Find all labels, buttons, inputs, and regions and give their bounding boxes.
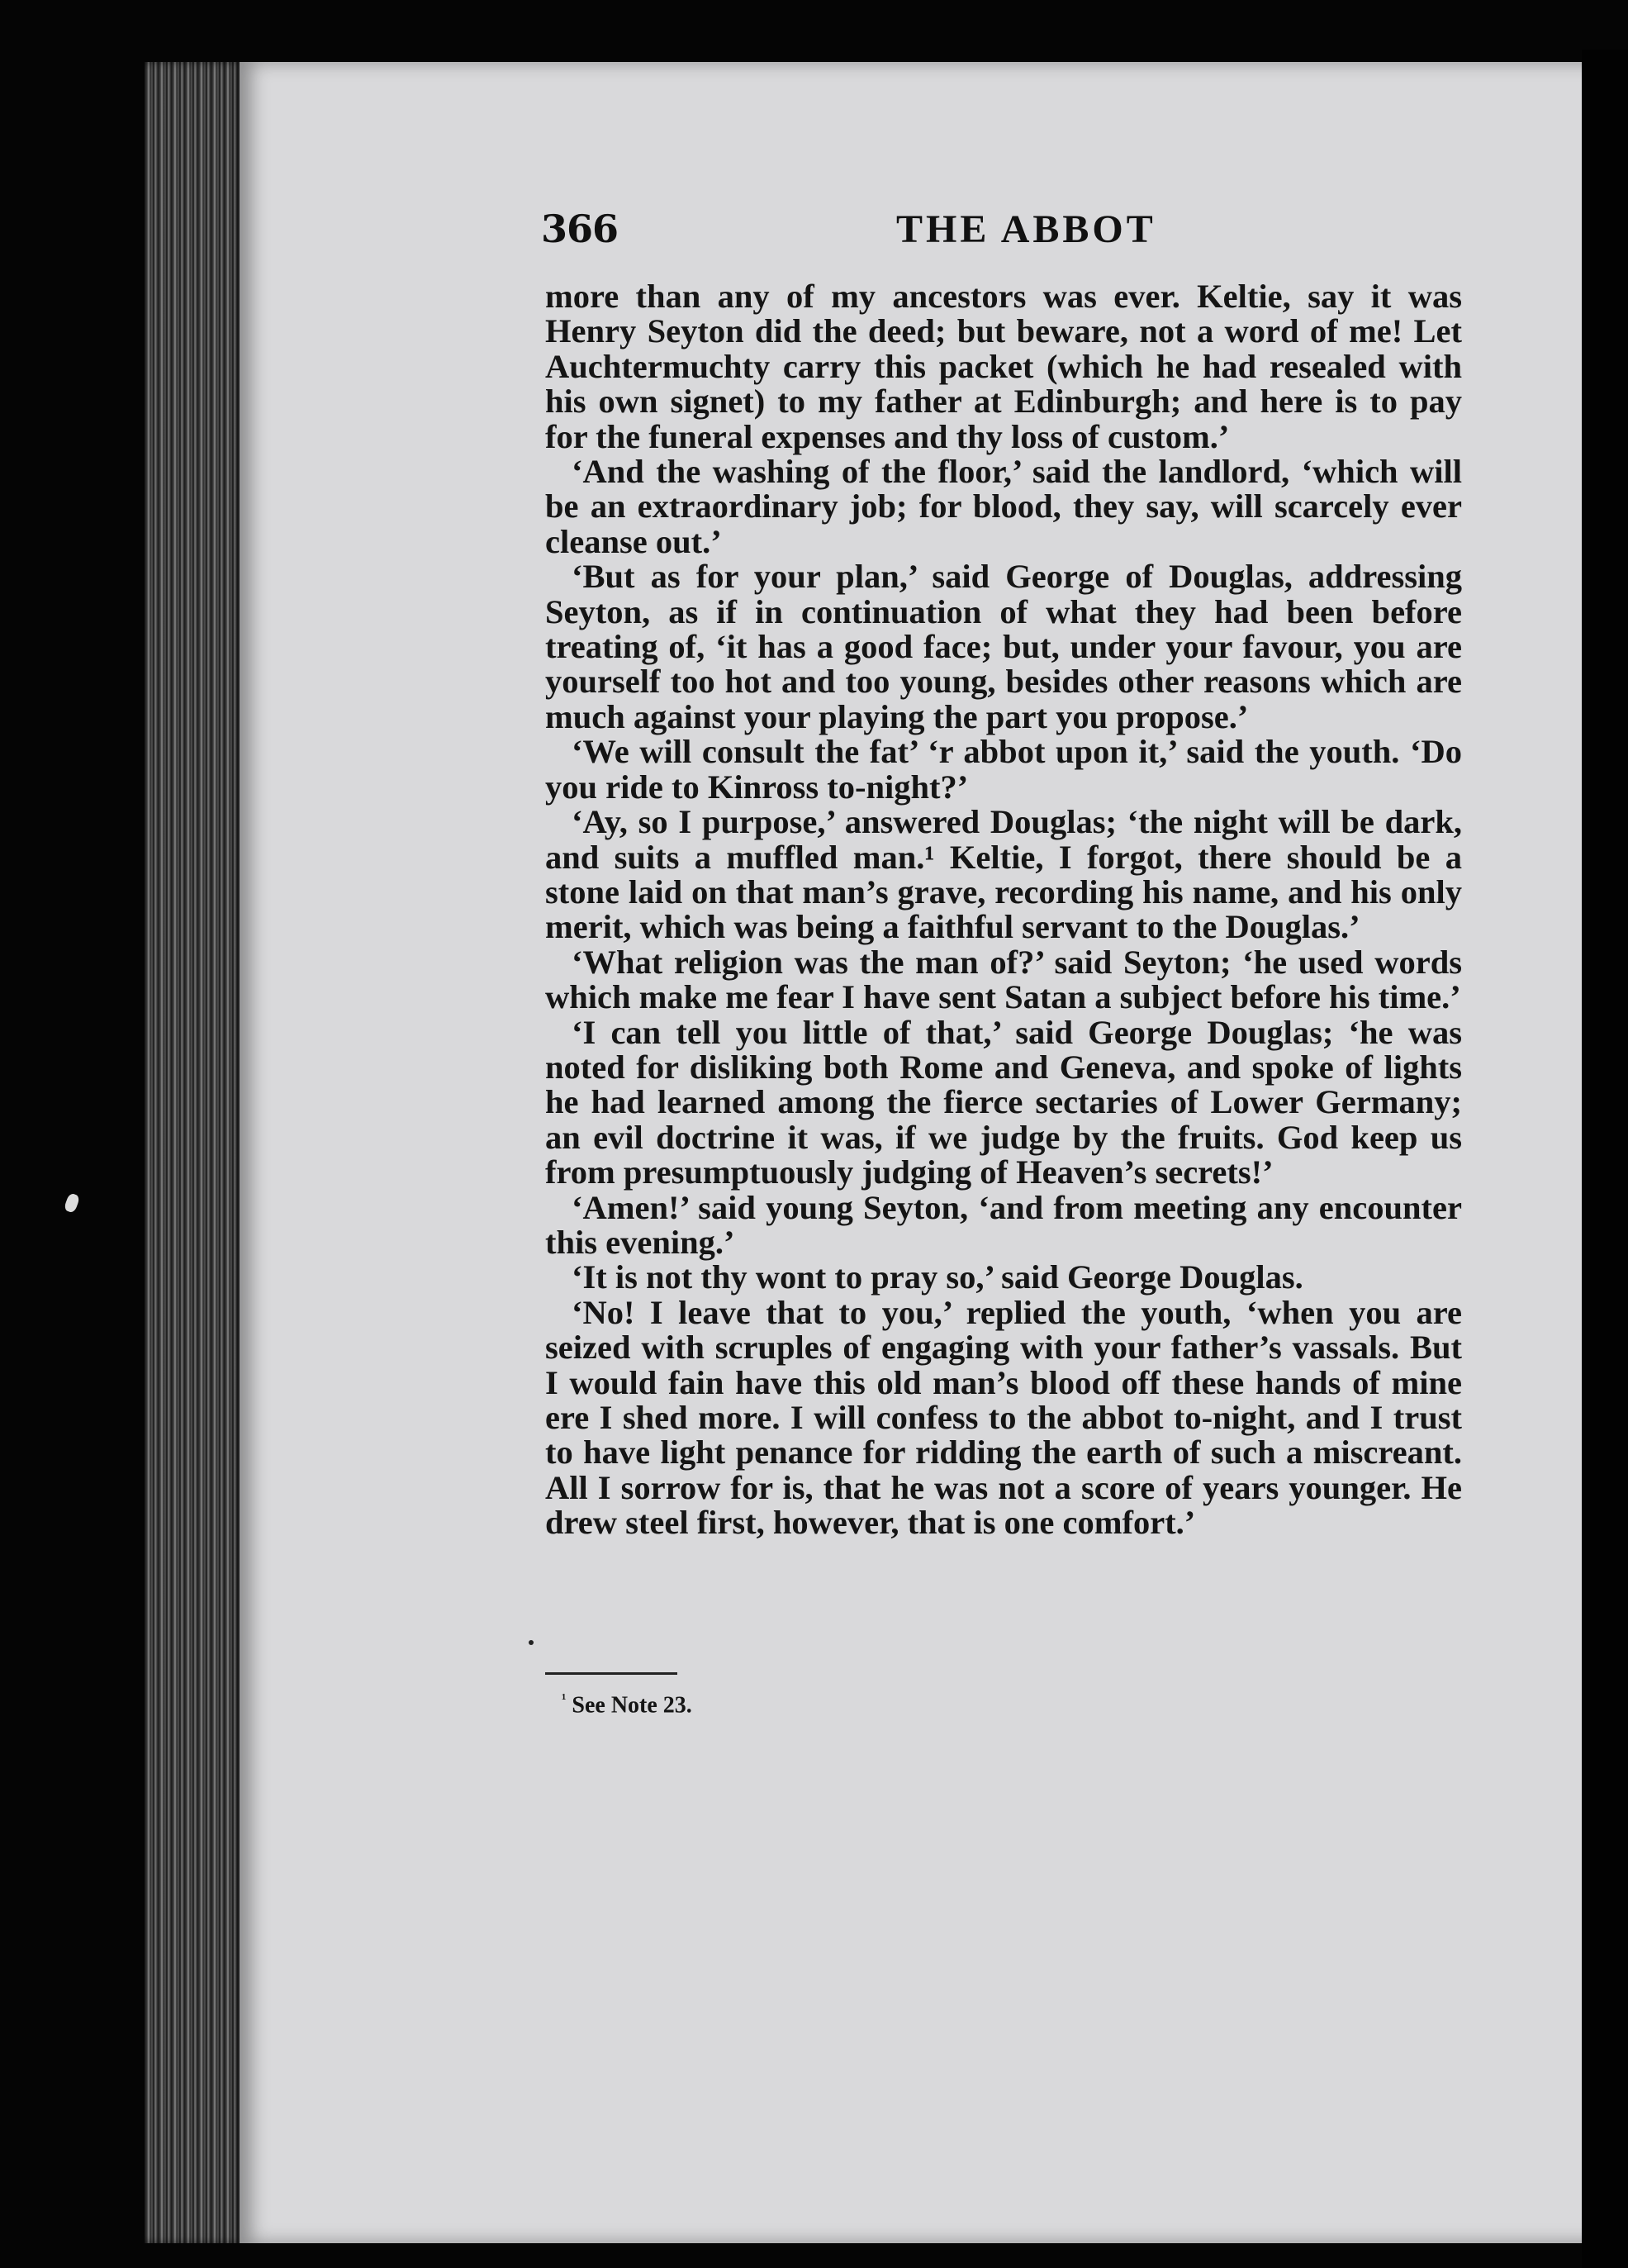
body-text <box>545 279 1462 1541</box>
page-header <box>541 207 1462 264</box>
footnote-text: See Note 23. <box>572 1692 692 1719</box>
paragraph: ‘But as for your plan,’ said George of Douglas, addressing Seyton, as if in continuation of what they had been before treating of, ‘it has a good face; but, under your favour, you are yourself too hot and too young, besides other reasons which are much against your playing the part you propose.’ <box>545 558 1462 735</box>
book-page-edges <box>145 62 244 2243</box>
paragraph: ‘And the washing of the floor,’ said the landlord, ‘which will be an extraordinary job; for blood, they say, will scarcely ever cleanse out.’ <box>545 453 1462 560</box>
margin-mark <box>529 1640 534 1645</box>
paragraph: ‘We will consult the fat’ ‘r abbot upon it,’ said the youth. ‘Do you ride to Kinross to-night?’ <box>545 733 1462 806</box>
page-number: 366 <box>541 207 619 251</box>
paragraph: ‘No! I leave that to you,’ replied the youth, ‘when you are seized with scruples of engaging with your father’s vassals. But I would fain have this old man’s blood off these hands of mine ere I shed more. I will confess to the abbot to-night, and I trust to have light penance for ridding the earth of such a miscreant. All I sorrow for is, that he was not a score of years younger. He drew steel first, however, that is one comfort.’ <box>545 1293 1462 1542</box>
paragraph: ‘Amen!’ said young Seyton, ‘and from meeting any encounter this evening.’ <box>545 1188 1462 1261</box>
paragraph: ‘Ay, so I purpose,’ answered Douglas; ‘the night will be dark, and suits a muffled man.¹ Keltie, I forgot, there should be a stone laid on that man’s grave, recording his name, and his only merit, which was being a faithful servant to the Douglas.’ <box>545 803 1462 946</box>
paragraph: ‘What religion was the man of?’ said Seyton; ‘he used words which make me fear I have sent Satan a subject before his time.’ <box>545 943 1462 1016</box>
footnote <box>562 1690 692 1719</box>
paragraph: ‘I can tell you little of that,’ said George Douglas; ‘he was noted for disliking both Rome and Geneva, and spoke of lights he had learned among the fierce sectaries of Lower Germany; an evil doctrine it was, if we judge by the fruits. God keep us from presumptuously judging of Heaven’s secrets!’ <box>545 1013 1462 1191</box>
scan-border-right <box>1582 50 1628 2268</box>
footnote-rule <box>545 1672 677 1675</box>
paragraph: more than any of my ancestors was ever. Keltie, say it was Henry Seyton did the deed; but beware, not a word of me! Let Auchtermuchty carry this packet (which he had resealed with his own signet) to my father at Edinburgh; and here is to pay for the funeral expenses and thy loss of custom.’ <box>545 278 1462 455</box>
paragraph: ‘It is not thy wont to pray so,’ said George Douglas. <box>572 1258 1303 1296</box>
running-title: THE ABBOT <box>896 207 1156 251</box>
footnote-marker: ¹ <box>562 1690 567 1707</box>
